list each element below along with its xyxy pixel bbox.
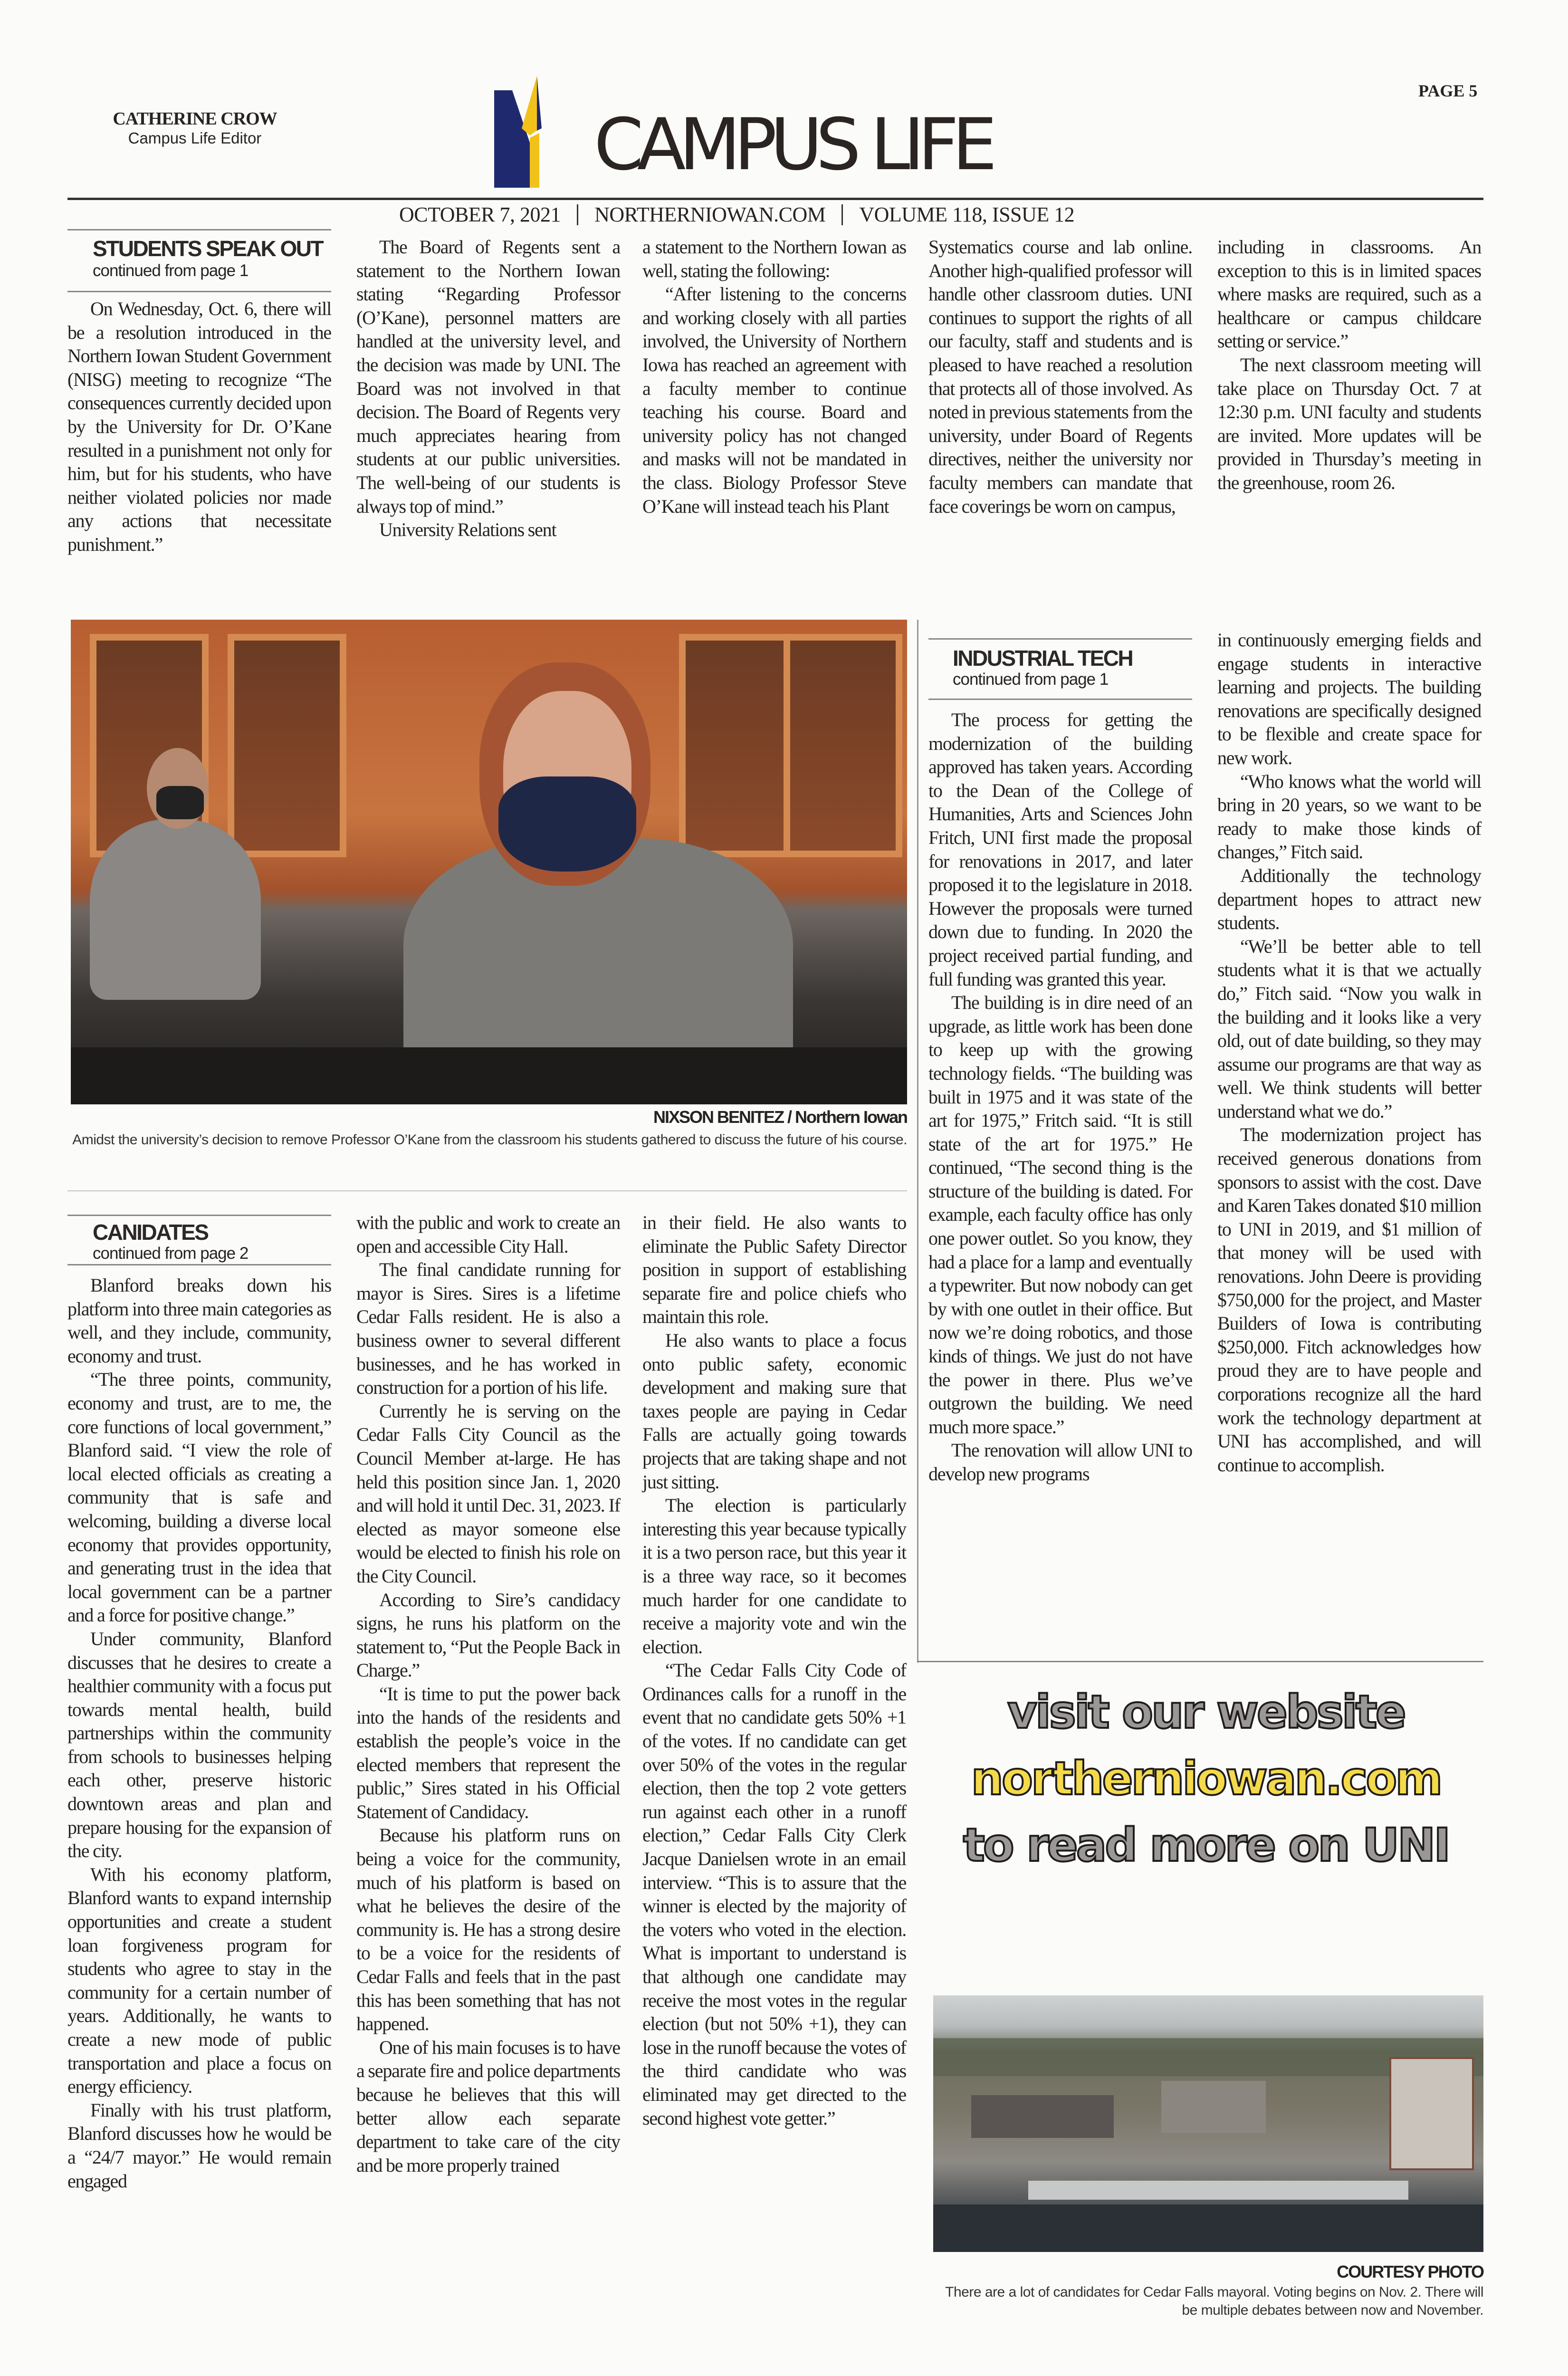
paragraph: including in classrooms. An exception to this is in limited spaces where masks are required, such as a healthcare or campus childcare setting or service.” xyxy=(1217,236,1481,352)
article-column xyxy=(928,708,1192,1486)
paragraph: The modernization project has received generous donations from sponsors to assist with the cost. Dave and Karen Takes donated $10 million to UNI in 2019, and $1 million of that money will be used with renovations. John Deere is providing $750,000 for the project, and Master Builders of Iowa is contributing $250,000. Fitch acknowledges how proud they are to have people and corporations recognize all the hard work the technology department at UNI has accomplished, and will continue to accomplish. xyxy=(1217,1124,1481,1475)
divider xyxy=(67,1190,907,1191)
photo-credit: COURTESY PHOTO xyxy=(1337,2262,1483,2281)
building xyxy=(1161,2081,1266,2133)
paragraph: with the public and work to create an open and accessible City Hall. xyxy=(356,1212,620,1257)
paragraph: The building is in dire need of an upgrade, as little work has been done to keep up with the growing technology fields. “The building was built in 1975 and it was state of the art for 1975,” Fritch said. “It is still state of the art for 1975.” He continued, “The second thing is the structure of the building is dated. For example, each faculty office has only one power outlet. So you know, they had a place for a lamp and eventually a typewriter. But now nobody can get by with one outlet in their office. But now we’re doing robotics, and those kinds of things. We just do not have the power in there. Plus we’ve outgrown the building. We need much more space.” xyxy=(928,992,1192,1437)
paragraph: On Wednesday, Oct. 6, there will be a resolution introduced in the Northern Iowan Student Government (NISG) meeting to recognize “The consequences currently decided upon by the University for Dr. O’Kane resulted in a punishment not only for him, but for his students, who have neither violated policies nor made any actions that necessitate punishment.” xyxy=(67,298,331,555)
paragraph: Currently he is serving on the Cedar Falls City Council as the Council Member at-large. He has held this position since Jan. 1, 2020 and will hold it until Dec. 31, 2023. If elected as mayor someone else would be elected to finish his role on the City Council. xyxy=(356,1400,620,1587)
paragraph: “It is time to put the power back into the hands of the residents and establish the people’s voice in the elected members that represent the public,” Sires stated in his Official Statement of Candidacy. xyxy=(356,1683,620,1822)
divider xyxy=(67,1215,331,1216)
paragraph: He also wants to place a focus onto public safety, economic development and making sure that taxes people are paying in Cedar Falls are actually going towards projects that are taking shape and not just sitting. xyxy=(642,1329,906,1493)
paragraph: The election is particularly interesting this year because typically it is a two person race, but this year it is a three way race, so it becomes much harder for one candidate to receive a majority vote and win the election. xyxy=(642,1495,906,1657)
building xyxy=(971,2095,1114,2138)
paragraph: in their field. He also wants to eliminate the Public Safety Director position in support of establishing separate fire and police chiefs who maintain this role. xyxy=(642,1212,906,1328)
ad-line: visit our website xyxy=(1007,1686,1405,1739)
paragraph: The Board of Regents sent a statement to the Northern Iowan stating “Regarding Professor (O’Kane), personnel matters are handled at the university level, and the decision was made by UNI. The Board was not involved in that decision. The Board of Regents very much appreciates hearing from students at our public universities. The well-being of our students is always top of mind.” xyxy=(356,236,620,517)
paragraph: “After listening to the concerns and working closely with all parties involved, the University of Northern Iowa has reached an agreement with a faculty member to continue teaching his course. Board and university policy has not changed and masks will not be mandated in the class. Biology Professor Steve O’Kane will instead teach his Plant xyxy=(642,283,906,517)
photo-caption: Amidst the university’s decision to remove Professor O’Kane from the classroom his students gathered to discuss the future of his course. xyxy=(72,1132,907,1148)
divider xyxy=(917,1661,1483,1662)
section-title: CAMPUS LIFE xyxy=(594,104,991,186)
paragraph: Finally with his trust platform, Blanford discusses how he would be a “24/7 mayor.” He would remain engaged xyxy=(67,2099,331,2192)
website-ad[interactable] xyxy=(928,1679,1483,1883)
paragraph: One of his main focuses is to have a separate fire and police departments because he believes that this will better allow each separate department to take care of the city and be more properly trained xyxy=(356,2036,620,2176)
website-link[interactable]: NORTHERNIOWAN.COM xyxy=(594,203,826,226)
article-column xyxy=(1217,235,1481,495)
classroom-photo xyxy=(71,620,907,1104)
paragraph: Blanford breaks down his platform into three main categories as well, and they include, community, economy and trust. xyxy=(67,1274,331,1367)
ad-line: to read more on UNI xyxy=(963,1819,1449,1872)
paragraph: “The Cedar Falls City Code of Ordinances calls for a runoff in the event that no candidate gets 50% +1 of the votes. If no candidate can get over 50% of the votes in the regular election, then the top 2 vote getters run against each other in a runoff election,” Cedar Falls City Clerk Jacque Danielsen wrote in an email interview. “This is to assure that the winner is elected by the majority of the voters who voted in the election. What is important to understand is that although one candidate may receive the most votes in the regular election (but not 50% +1), they can lose in the runoff because the votes of the third candidate who was eliminated may get directed to the second highest vote getter.” xyxy=(642,1659,906,2129)
divider xyxy=(917,620,918,1663)
paragraph: With his economy platform, Blanford wants to expand internship opportunities and create a student loan forgiveness program for students who agree to stay in the community for a certain number of years. Additionally, he wants to create a new mode of public transportation and place a focus on energy efficiency. xyxy=(67,1863,331,2098)
header-rule xyxy=(67,198,1483,200)
paragraph: “We’ll be better able to tell students what it is that we actually do,” Fitch said. “Now you walk in the building and it looks like a very old, out of date building, so they may assume our programs are that way as well. We think students will better understand what we do.” xyxy=(1217,935,1481,1122)
students-speak-out-heading: STUDENTS SPEAK OUT xyxy=(93,236,323,261)
issue-date: OCTOBER 7, 2021 xyxy=(399,203,561,226)
paragraph: “Who knows what the world will bring in 20 years, so we want to be ready to make those kinds of changes,” Fitch said. xyxy=(1217,770,1481,863)
divider xyxy=(67,229,331,230)
page-number: PAGE 5 xyxy=(1418,81,1478,100)
article-column xyxy=(928,235,1192,518)
article-column xyxy=(642,1211,906,2130)
article-column xyxy=(1217,628,1481,1476)
article-column xyxy=(356,1211,620,2177)
continued-note: continued from page 1 xyxy=(953,670,1109,689)
article-column xyxy=(642,235,906,518)
cabinet-window xyxy=(784,634,902,857)
divider xyxy=(928,699,1192,700)
paragraph: The renovation will allow UNI to develop new programs xyxy=(928,1439,1192,1485)
paragraph: University Relations sent xyxy=(379,519,556,541)
paragraph: According to Sire’s candidacy signs, he runs his platform on the statement to, “Put the People Back in Charge.” xyxy=(356,1589,620,1681)
divider xyxy=(841,204,843,225)
article-column xyxy=(67,297,331,556)
paragraph: The next classroom meeting will take place on Thursday Oct. 7 at 12:30 p.m. UNI faculty and students are invited. More updates will be provided in Thursday’s meeting in the greenhouse, room 26. xyxy=(1217,354,1481,493)
article-column xyxy=(356,235,620,542)
divider xyxy=(67,291,331,292)
article-column xyxy=(67,1274,331,2193)
industrial-tech-heading: INDUSTRIAL TECH xyxy=(953,646,1133,671)
mask-icon xyxy=(156,786,204,819)
paragraph: “The three points, community, economy and trust, are to me, the core functions of local government,” Blanford said. “I view the role of local elected officials as creating a community that is safe and welcoming, building a diverse local economy that provides opportunity, and generating trust in the idea that local government can be a partner and a force for positive change.” xyxy=(67,1369,331,1626)
cabinet-window xyxy=(679,634,798,857)
paragraph: The process for getting the modernization of the building approved has taken years. According to the Dean of the College of Humanities, Arts and Sciences John Fritch, UNI first made the proposal for renovations in 2017, and later proposed it to the legislature in 2018. However the proposals were turned down due to funding. In 2020 the project received partial funding, and full funding was granted this year. xyxy=(928,709,1192,990)
volume-issue: VOLUME 118, ISSUE 12 xyxy=(859,203,1075,226)
paragraph: The final candidate running for mayor is Sires. Sires is a lifetime Cedar Falls resident. He is also a business owner to several different businesses, and he has worked in construction for a portion of his life. xyxy=(356,1259,620,1399)
ad-website[interactable]: northerniowan.com xyxy=(971,1752,1441,1805)
editor-name: CATHERINE CROW xyxy=(113,109,277,129)
cabinet-window xyxy=(228,634,346,857)
photo-credit: NIXSON BENITEZ / Northern Iowan xyxy=(653,1107,907,1127)
paragraph: a statement to the Northern Iowan as well, stating the following: xyxy=(642,236,906,281)
photo-caption: There are a lot of candidates for Cedar Falls mayoral. Voting begins on Nov. 2. There will be multiple debates between now and November. xyxy=(945,2284,1483,2318)
paragraph: Under community, Blanford discusses that he desires to create a healthier community with a focus put towards mental health, build partnerships within the community from schools to businesses helping each other, preserve historic downtown areas and plan and prepare housing for the expansion of the city. xyxy=(67,1628,331,1862)
candidates-heading: CANIDATES xyxy=(93,1220,208,1245)
student-left xyxy=(90,819,261,1000)
river xyxy=(933,2204,1483,2252)
continued-note: continued from page 1 xyxy=(93,261,249,280)
table xyxy=(71,1047,907,1104)
paragraph: in continuously emerging fields and engage students in interactive learning and projects. The building renovations are specifically designed to be flexible and create space for new work. xyxy=(1217,629,1481,768)
dateline xyxy=(399,202,1074,227)
tall-building xyxy=(1389,2057,1474,2170)
mask-icon xyxy=(498,776,636,872)
paragraph: Additionally the technology department hopes to attract new students. xyxy=(1217,864,1481,934)
divider xyxy=(928,638,1192,640)
divider xyxy=(577,204,578,225)
paragraph: Systematics course and lab online. Another high-qualified professor will handle other classroom duties. UNI continues to support the rights of all our faculty, staff and students and is pleased to have reached a resolution that protects all of those involved. As noted in previous statements from the university, under Board of Regents directives, neither the university nor faculty members can mandate that face coverings be worn on campus, xyxy=(928,236,1192,517)
divider xyxy=(67,1264,331,1265)
paragraph: Because his platform runs on being a voice for the community, much of his platform is based on what he believes the desire of the community is. He has a strong desire to be a voice for the residents of Cedar Falls and feels that in the past this has been something that has not happened. xyxy=(356,1824,620,2035)
aerial-city-photo xyxy=(933,1995,1483,2252)
continued-note: continued from page 2 xyxy=(93,1244,249,1263)
editor-title: Campus Life Editor xyxy=(128,129,262,147)
northern-iowan-logo-icon xyxy=(494,76,589,188)
bridge xyxy=(1028,2181,1408,2200)
